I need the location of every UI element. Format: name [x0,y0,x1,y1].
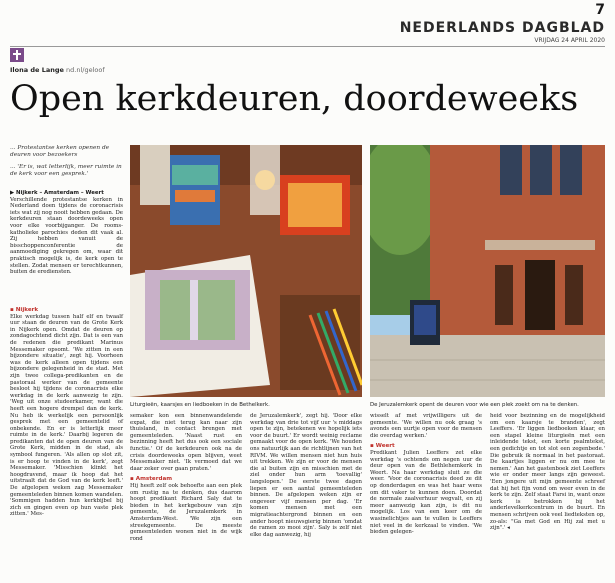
column-text: de Jeruzalemkerk', zegt hij. 'Door elke werkdag van drie tot vijf uur 's middags open te zijn, betekenen we hopelijk iets voor de buurt.' Er wordt weinig reclame gemaakt voor de open kerk. 'We houden ons natuurlijk aan de richtlijnen van het RIVM. We willen mensen niet hun huis uit trekken. We zijn er voor de mensen die al buiten zijn en misschien met de ziel onder hun arm 'toevallig' langslopen.' De eerste twee dagen liepen er een aantal gemeenteleden binnen. De afgelopen weken zijn er ongeveer vijf mensen per dag. 'Er komen mensen met een migratieachtergrond binnen en een ander hoopt nieuwsgierig binnen 'omdat de ramen zo mooi zijn'. Saly is zelf niet elke dag aanwezig, hij [250,413,362,538]
photo-caption: De Jeruzalemkerk opent de deuren voor wie een plek zoekt om na te denken. [370,402,579,408]
lead-summary [10,145,123,183]
masthead-divider [10,46,605,47]
column-text: heid voor bezinning en de mogelijkheid om een kaarsje te branden', zegt Leeffers. 'Er liggen liedboeken klaar, en een stapel kleine liturgieën met een inleidende tekst, een korte psalmtekst, een gedichtje en tot slot een zegenbede.' Die gebruik ik normaal in het pastoraat. De kaartjes liggen er nu om mee te nemen.' Aan het gastenboek ziet Leeffers wie er onder meer langs zijn geweest. 'Een jongere uit mijn gemeente schreef dat hij het fijn vond om weer even in de kerk te zijn. Zelf staat Farsi in, want onze kerk is betrokken bij het anderlevelkerkcentrum in de buurt. En mensen schrijven ook veel liedteksten op, zo-als: "Ga met God en Hij zal met u zijn".' ◂ [490,413,605,532]
intro-paragraph [10,190,123,276]
headline: Open kerkdeuren, doordeweeks [10,79,579,119]
photo-liturgy-table-image [130,145,362,397]
column-3 [250,413,362,538]
photo-jeruzalemkerk-image [370,145,605,397]
intro-text: Verschillende protestantse kerken in Nederland doen tijdens de coronacrisis iets wat zij nog nooit hebben gedaan. De kerkdeuren staan doordeweeks open voor elke voorbijganger. De rooms-katholieke parochies deden dit vaak al. Zij hebben vanuit de bisschoppenconferentie de aanmoediging gekregen om, waar dit praktisch mogelijk is, de kerk open te stellen. Zodat mensen er terechtkunnen, buiten de erediensten. [10,196,123,276]
column-2 [130,413,242,542]
issue-date: VRIJDAG 24 APRIL 2020 [534,37,605,44]
photo-caption: Liturgieën, kaarsjes en liedboeken in de Bethelkerk. [130,402,270,408]
byline [10,66,105,74]
cross-icon [10,48,24,62]
photo-liturgy-table [130,145,362,397]
column-text: Predikant Julien Leeffers zet elke werkdag 's ochtends om negen uur de deur open van de Bethlehemkerk in Weert. Na haar werkdag sluit ze die weer. 'Voor de coronacrisis deed ze dit op donderdagen en was het haar wens om dit vaker te kunnen doen. Doordat de normale zaalverhuur wegvalt, en zij meer aanwezig kan zijn, is dit nu mogelijk. Los van een keer om de wasinelichtjes aan te vullen is Leeffers niet veel in de kerkzaal te vinden. 'We bieden gelegen- [370,449,482,536]
section-heading-weert: ▪ Weert [370,443,395,450]
column-text: wisselt af met vrijwilligers uit de gemeente. 'We willen nu ook graag 's avonds een uurtje open voor de mensen die overdag werken.' [370,413,482,439]
author-role: nd.nl/geloof [66,66,105,74]
author-name: Ilona de Lange [10,66,64,74]
dateline: ▶ Nijkerk – Amsterdam – Weert [10,190,104,196]
column-5 [490,413,605,532]
column-text: Hij heeft zelf ook behoefte aan een plek om rustig na te denken, dus daarom hoopt predikant Richard Saly dat te bieden in het kerkgebouw van zijn gemeente, de Jeruzalemkerk in Amsterdam-West. 'We zijn een streekgemeente. De meeste gemeenteleden wonen niet in de wijk rond [130,482,242,542]
section-text: Elke werkdag tussen half elf en twaalf uur staan de deuren van de Grote Kerk in Nijkerk open. Omdat de deuren op zondagochtend dicht zijn. Dat is een van de redenen die predikant Marinus Messemaker opsomt. 'We zitten in een bijzondere situatie', zegt hij. Voorheen was de kerk alleen open tijdens een bijzondere gelegenheid in de stad. Met zijn twee collega-predikanten en de pastoraal werker van de gemeente besloot hij tijdens de coronacrisis elke werkdag in de kerk aanwezig te zijn. 'Weg uit onze studeerkamer, want die heeft een hogere drempel dan de kerk. Nu heb ik werkelijk een persoonlijk gesprek met een gemeentelid of onbekende. En er is letterlijk meer ruimte in de kerk.' Daarbij legeren de predikanten dat de open deuren van de Grote Kerk, midden in de stad, als symbool fungeren. 'Als allen op slot zit, is er hoop te vinden in de kerk', zegt Messemaker. 'Misschien klinkt het hoogdravend, maar ik hoop dat het uitstraalt dat de God van de kerk leeft.' De afgelopen weken zag Messemaker gemeenteleden binnen komen wandelen. 'Sommigen hadden hun kerkbijbel bij zich en gingen even op hun vaste plek zitten.' Mes- [10,313,123,518]
lead-line: ... 'Er is, wat letterlijk, meer ruimte in de kerk voor een gesprek.' [10,164,122,177]
lead-line: ... Protestantse kerken openen de deuren voor bezoekers [10,145,110,158]
photo-jeruzalemkerk [370,145,605,397]
section-heading-nijkerk: ▪ Nijkerk [10,307,39,313]
newspaper-name: NEDERLANDS DAGBLAD [399,20,605,36]
page-number: 7 [595,2,605,18]
section-heading-amsterdam: ▪ Amsterdam [130,476,173,483]
column-4 [370,413,482,536]
column-text: semaker kon een binnenwandelende expat, die niet terug kan naar zijn thuisland, in contact brengen met gemeenteleden. 'Naast rust en bezinning heeft het dus ook een sociale functie.' Of de kerkdeuren ook na de crisis doordeweeks open blijven, weet Messemaker niet. 'Ik vermoed dat we daar zeker over gaan praten.' [130,413,242,472]
column-1 [10,303,123,518]
